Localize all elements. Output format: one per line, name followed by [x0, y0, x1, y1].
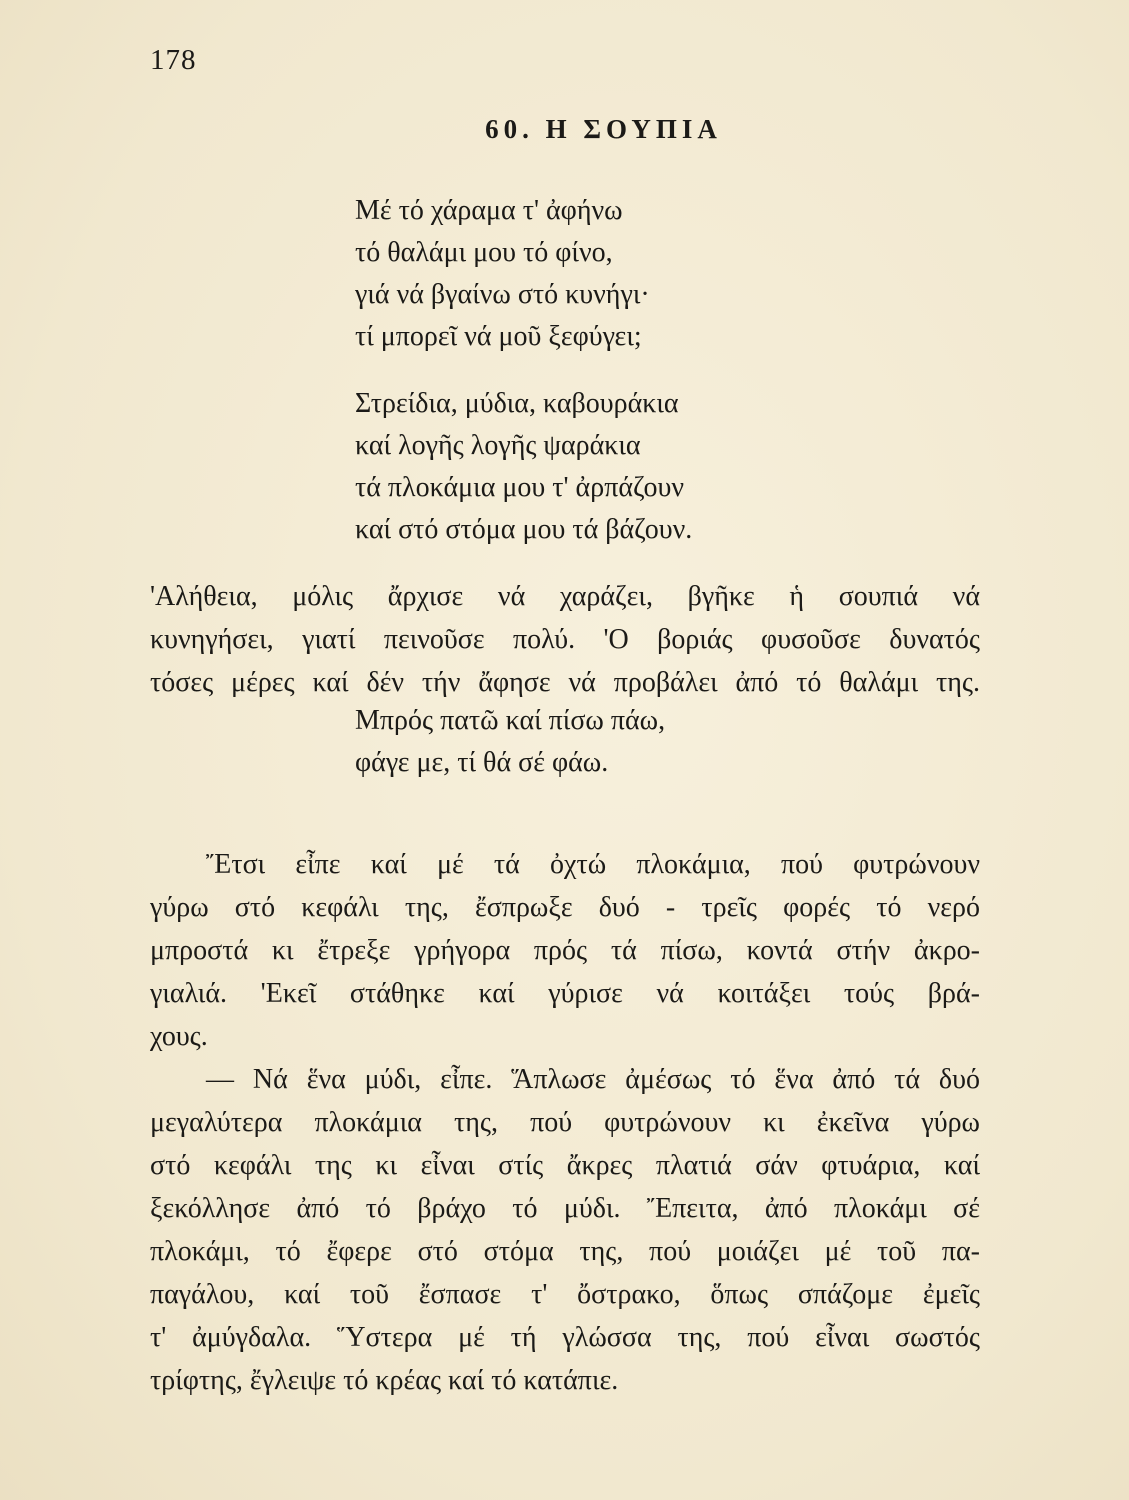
- prose-line: πλοκάμι, τό ἔφερε στό στόμα της, πού μοιάζει μέ τοῦ πα-: [150, 1236, 980, 1267]
- poem-line: Μπρός πατῶ καί πίσω πάω,: [355, 705, 666, 736]
- prose-line: τρίφτης, ἔγλειψε τό κρέας καί τό κατάπιε.: [150, 1365, 619, 1396]
- poem-line: γιά νά βγαίνω στό κυνήγι·: [355, 279, 650, 310]
- poem-line: Στρείδια, μύδια, καβουράκια: [355, 388, 679, 419]
- page-number: 178: [150, 44, 197, 76]
- prose-line: μεγαλύτερα πλοκάμια της, πού φυτρώνουν κι ἐκεῖνα γύρω: [150, 1107, 980, 1138]
- poem-line: Μέ τό χάραμα τ' ἀφήνω: [355, 195, 623, 226]
- poem-line: τό θαλάμι μου τό φίνο,: [355, 237, 613, 268]
- prose-line: τ' ἀμύγδαλα. Ὕστερα μέ τή γλώσσα της, πού εἶναι σωστός: [150, 1322, 980, 1353]
- poem-line: τί μπορεῖ νά μοῦ ξεφύγει;: [355, 321, 642, 352]
- prose-line: ξεκόλλησε ἀπό τό βράχο τό μύδι. Ἔπειτα, ἀπό πλοκάμι σέ: [150, 1193, 980, 1224]
- prose-line: γύρω στό κεφάλι της, ἔσπρωξε δυό - τρεῖς φορές τό νερό: [150, 892, 980, 923]
- poem-stanza-1: [355, 190, 650, 358]
- chapter-title: [0, 114, 1129, 145]
- paragraph-2-3: [150, 843, 980, 1402]
- prose-line: κυνηγήσει, γιατί πεινοῦσε πολύ. 'Ο βοριάς φυσοῦσε δυνατός: [150, 624, 980, 655]
- prose-line: — Νά ἕνα μύδι, εἶπε. Ἅπλωσε ἀμέσως τό ἕνα ἀπό τά δυό: [206, 1064, 980, 1095]
- prose-line: χους.: [150, 1021, 208, 1052]
- prose-line: στό κεφάλι της κι εἶναι στίς ἄκρες πλατιά σάν φτυάρια, καί: [150, 1150, 980, 1181]
- prose-line: μπροστά κι ἔτρεξε γρήγορα πρός τά πίσω, κοντά στήν ἀκρο-: [150, 935, 980, 966]
- poem-line: καί λογῆς λογῆς ψαράκια: [355, 430, 641, 461]
- poem-line: τά πλοκάμια μου τ' ἀρπάζουν: [355, 472, 685, 503]
- prose-line: 'Αλήθεια, μόλις ἄρχισε νά χαράζει, βγῆκε ἡ σουπιά νά: [150, 581, 980, 612]
- poem-line: φάγε με, τί θά σέ φάω.: [355, 747, 609, 778]
- poem-line: καί στό στόμα μου τά βάζουν.: [355, 514, 693, 545]
- poem-stanza-3: [355, 700, 665, 784]
- prose-line: τόσες μέρες καί δέν τήν ἄφησε νά προβάλει ἀπό τό θαλάμι της.: [150, 667, 980, 698]
- paragraph-1: [150, 575, 980, 704]
- prose-line: παγάλου, καί τοῦ ἔσπασε τ' ὄστρακο, ὅπως σπάζομε ἐμεῖς: [150, 1279, 980, 1310]
- poem-stanza-2: [355, 383, 692, 551]
- chapter-title-text: 60. Η ΣΟΥΠΙΑ: [485, 114, 722, 144]
- prose-line: Ἔτσι εἶπε καί μέ τά ὀχτώ πλοκάμια, πού φυτρώνουν: [206, 849, 980, 880]
- prose-line: γιαλιά. 'Εκεῖ στάθηκε καί γύρισε νά κοιτάξει τούς βρά-: [150, 978, 980, 1009]
